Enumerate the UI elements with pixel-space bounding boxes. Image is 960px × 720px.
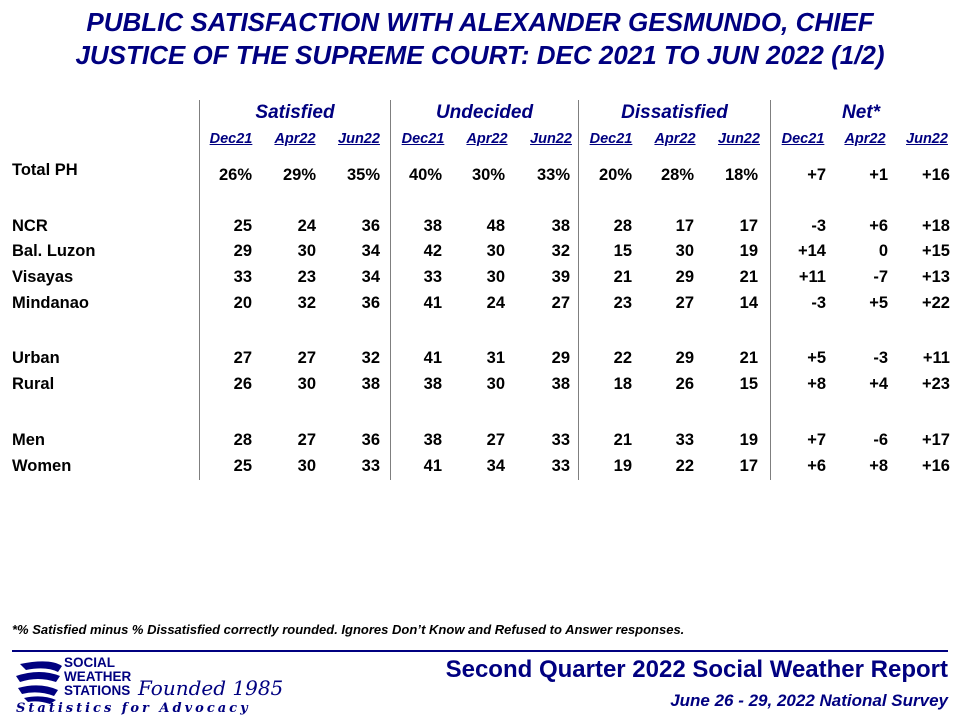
table-cell: 38: [361, 375, 380, 393]
table-cell: 38: [551, 375, 570, 393]
table-cell: -6: [873, 431, 888, 449]
row-label: Men: [12, 431, 45, 449]
table-cell: +7: [807, 431, 826, 449]
table-cell: +18: [922, 217, 950, 235]
table-cell: 33: [361, 457, 380, 475]
row-label: Rural: [12, 375, 55, 393]
table-cell: 32: [551, 242, 570, 260]
table-cell: 27: [486, 431, 505, 449]
row-label: Women: [12, 457, 72, 475]
period-header-satisfied-dec21: Dec21: [209, 131, 253, 147]
table-cell: 30: [675, 242, 694, 260]
table-cell: 32: [297, 294, 316, 312]
logo-line-social: SOCIAL: [64, 655, 116, 670]
row-label: Total PH: [12, 161, 78, 179]
title-line-2: JUSTICE OF THE SUPREME COURT: DEC 2021 TO JUN 2022 (1/2): [75, 40, 885, 70]
row-label: Visayas: [12, 268, 74, 286]
table-cell: 21: [739, 268, 758, 286]
footer-divider: [12, 650, 948, 652]
table-cell: +23: [922, 375, 950, 393]
table-cell: 48: [486, 217, 505, 235]
table-cell: 29: [675, 268, 694, 286]
table-cell: +16: [922, 166, 950, 184]
table-cell: +4: [869, 375, 888, 393]
page-title: [0, 6, 960, 72]
table-cell: +13: [922, 268, 950, 286]
table-cell: 34: [361, 242, 380, 260]
table-cell: 38: [551, 217, 570, 235]
logo-line-weather: WEATHER: [64, 669, 132, 684]
table-cell: -3: [811, 217, 826, 235]
logo-wordmark: [64, 656, 131, 698]
table-cell: +16: [922, 457, 950, 475]
table-cell: 36: [361, 217, 380, 235]
table-cell: 21: [613, 431, 632, 449]
table-cell: 38: [423, 431, 442, 449]
table-cell: 27: [551, 294, 570, 312]
table-cell: 30: [486, 268, 505, 286]
period-header-dissatisfied-dec21: Dec21: [589, 131, 633, 147]
table-cell: 15: [613, 242, 632, 260]
table-cell: +17: [922, 431, 950, 449]
divider-undecided: [390, 100, 391, 480]
table-cell: 41: [423, 349, 442, 367]
table-cell: 17: [739, 457, 758, 475]
period-header-undecided-apr22: Apr22: [466, 131, 508, 147]
logo-line-stations: STATIONS: [64, 683, 131, 698]
table-cell: 28: [613, 217, 632, 235]
table-cell: +6: [807, 457, 826, 475]
table-cell: 26: [233, 375, 252, 393]
period-header-dissatisfied-jun22: Jun22: [718, 131, 760, 147]
table-cell: 42: [423, 242, 442, 260]
period-header-satisfied-apr22: Apr22: [274, 131, 316, 147]
table-cell: 35%: [346, 166, 380, 184]
table-cell: 23: [613, 294, 632, 312]
table-cell: 27: [675, 294, 694, 312]
table-cell: -3: [873, 349, 888, 367]
table-cell: 26: [675, 375, 694, 393]
table-cell: 26%: [218, 166, 252, 184]
table-cell: 14: [739, 294, 758, 312]
table-cell: 41: [423, 457, 442, 475]
period-header-dissatisfied-apr22: Apr22: [654, 131, 696, 147]
table-cell: 29: [551, 349, 570, 367]
table-cell: +15: [922, 242, 950, 260]
table-cell: 33: [675, 431, 694, 449]
table-cell: 33: [233, 268, 252, 286]
table-cell: 29: [233, 242, 252, 260]
table-cell: 27: [233, 349, 252, 367]
table-cell: 41: [423, 294, 442, 312]
table-cell: 17: [739, 217, 758, 235]
table-cell: 28: [233, 431, 252, 449]
table-cell: 21: [739, 349, 758, 367]
table-cell: +14: [798, 242, 826, 260]
logo-founded: Founded 1985: [138, 676, 284, 700]
table-cell: 21: [613, 268, 632, 286]
period-header-net-dec21: Dec21: [781, 131, 825, 147]
divider-dissatisfied: [578, 100, 579, 480]
table-cell: 19: [739, 242, 758, 260]
divider-net: [770, 100, 771, 480]
table-cell: 25: [233, 217, 252, 235]
table-cell: 27: [297, 349, 316, 367]
table-cell: 38: [423, 217, 442, 235]
period-header-undecided-dec21: Dec21: [401, 131, 445, 147]
table-cell: 31: [486, 349, 505, 367]
divider-satisfied: [199, 100, 200, 480]
title-line-1: PUBLIC SATISFACTION WITH ALEXANDER GESMUNDO, CHIEF: [86, 7, 874, 37]
table-cell: 34: [361, 268, 380, 286]
group-header-satisfied: Satisfied: [255, 102, 335, 123]
table-cell: 19: [613, 457, 632, 475]
table-cell: 36: [361, 431, 380, 449]
table-cell: 30: [297, 375, 316, 393]
table-cell: 18: [613, 375, 632, 393]
table-cell: 32: [361, 349, 380, 367]
table-cell: 30: [297, 457, 316, 475]
group-header-dissatisfied: Dissatisfied: [621, 102, 728, 123]
table-cell: 30: [486, 375, 505, 393]
table-cell: +5: [807, 349, 826, 367]
row-label: Urban: [12, 349, 60, 367]
table-cell: 33: [551, 431, 570, 449]
table-cell: +8: [807, 375, 826, 393]
table-cell: 40%: [408, 166, 442, 184]
table-cell: 29: [675, 349, 694, 367]
footnote: *% Satisfied minus % Dissatisfied correctly rounded. Ignores Don’t Know and Refused to Answer responses.: [12, 622, 685, 637]
table-cell: 25: [233, 457, 252, 475]
table-cell: 29%: [282, 166, 316, 184]
group-header-undecided: Undecided: [435, 102, 534, 123]
table-cell: -3: [811, 294, 826, 312]
table-cell: 30: [297, 242, 316, 260]
table-cell: +7: [807, 166, 826, 184]
table-cell: 23: [297, 268, 316, 286]
table-cell: 19: [739, 431, 758, 449]
period-header-net-jun22: Jun22: [906, 131, 948, 147]
table-cell: 20%: [598, 166, 632, 184]
row-label: Mindanao: [12, 294, 89, 312]
table-cell: 18%: [724, 166, 758, 184]
table-cell: -7: [873, 268, 888, 286]
table-cell: 33: [551, 457, 570, 475]
table-cell: 39: [551, 268, 570, 286]
table-cell: 24: [486, 294, 505, 312]
period-header-undecided-jun22: Jun22: [530, 131, 572, 147]
survey-dates: June 26 - 29, 2022 National Survey: [670, 691, 948, 710]
group-header-net: Net*: [841, 102, 880, 123]
table-cell: +22: [922, 294, 950, 312]
table-cell: 22: [675, 457, 694, 475]
table-cell: 15: [739, 375, 758, 393]
report-title: Second Quarter 2022 Social Weather Report: [445, 656, 948, 683]
period-header-net-apr22: Apr22: [844, 131, 886, 147]
row-label: NCR: [12, 217, 48, 235]
table-cell: 20: [233, 294, 252, 312]
table-cell: +1: [869, 166, 888, 184]
table-cell: +8: [869, 457, 888, 475]
table-cell: 36: [361, 294, 380, 312]
table-cell: 28%: [660, 166, 694, 184]
table-cell: 17: [675, 217, 694, 235]
table-cell: 33%: [536, 166, 570, 184]
table-cell: 33: [423, 268, 442, 286]
table-cell: +5: [869, 294, 888, 312]
logo-tagline: Statistics for Advocacy: [16, 701, 251, 716]
table-cell: 38: [423, 375, 442, 393]
table-cell: 27: [297, 431, 316, 449]
table-cell: 30: [486, 242, 505, 260]
period-header-satisfied-jun22: Jun22: [338, 131, 380, 147]
table-cell: 30%: [471, 166, 505, 184]
table-cell: +11: [798, 268, 826, 286]
table-cell: 24: [297, 217, 316, 235]
table-cell: +11: [922, 349, 950, 367]
table-cell: +6: [869, 217, 888, 235]
table-cell: 22: [613, 349, 632, 367]
row-label: Bal. Luzon: [12, 242, 96, 260]
table-cell: 34: [486, 457, 505, 475]
table-cell: 0: [878, 242, 888, 260]
